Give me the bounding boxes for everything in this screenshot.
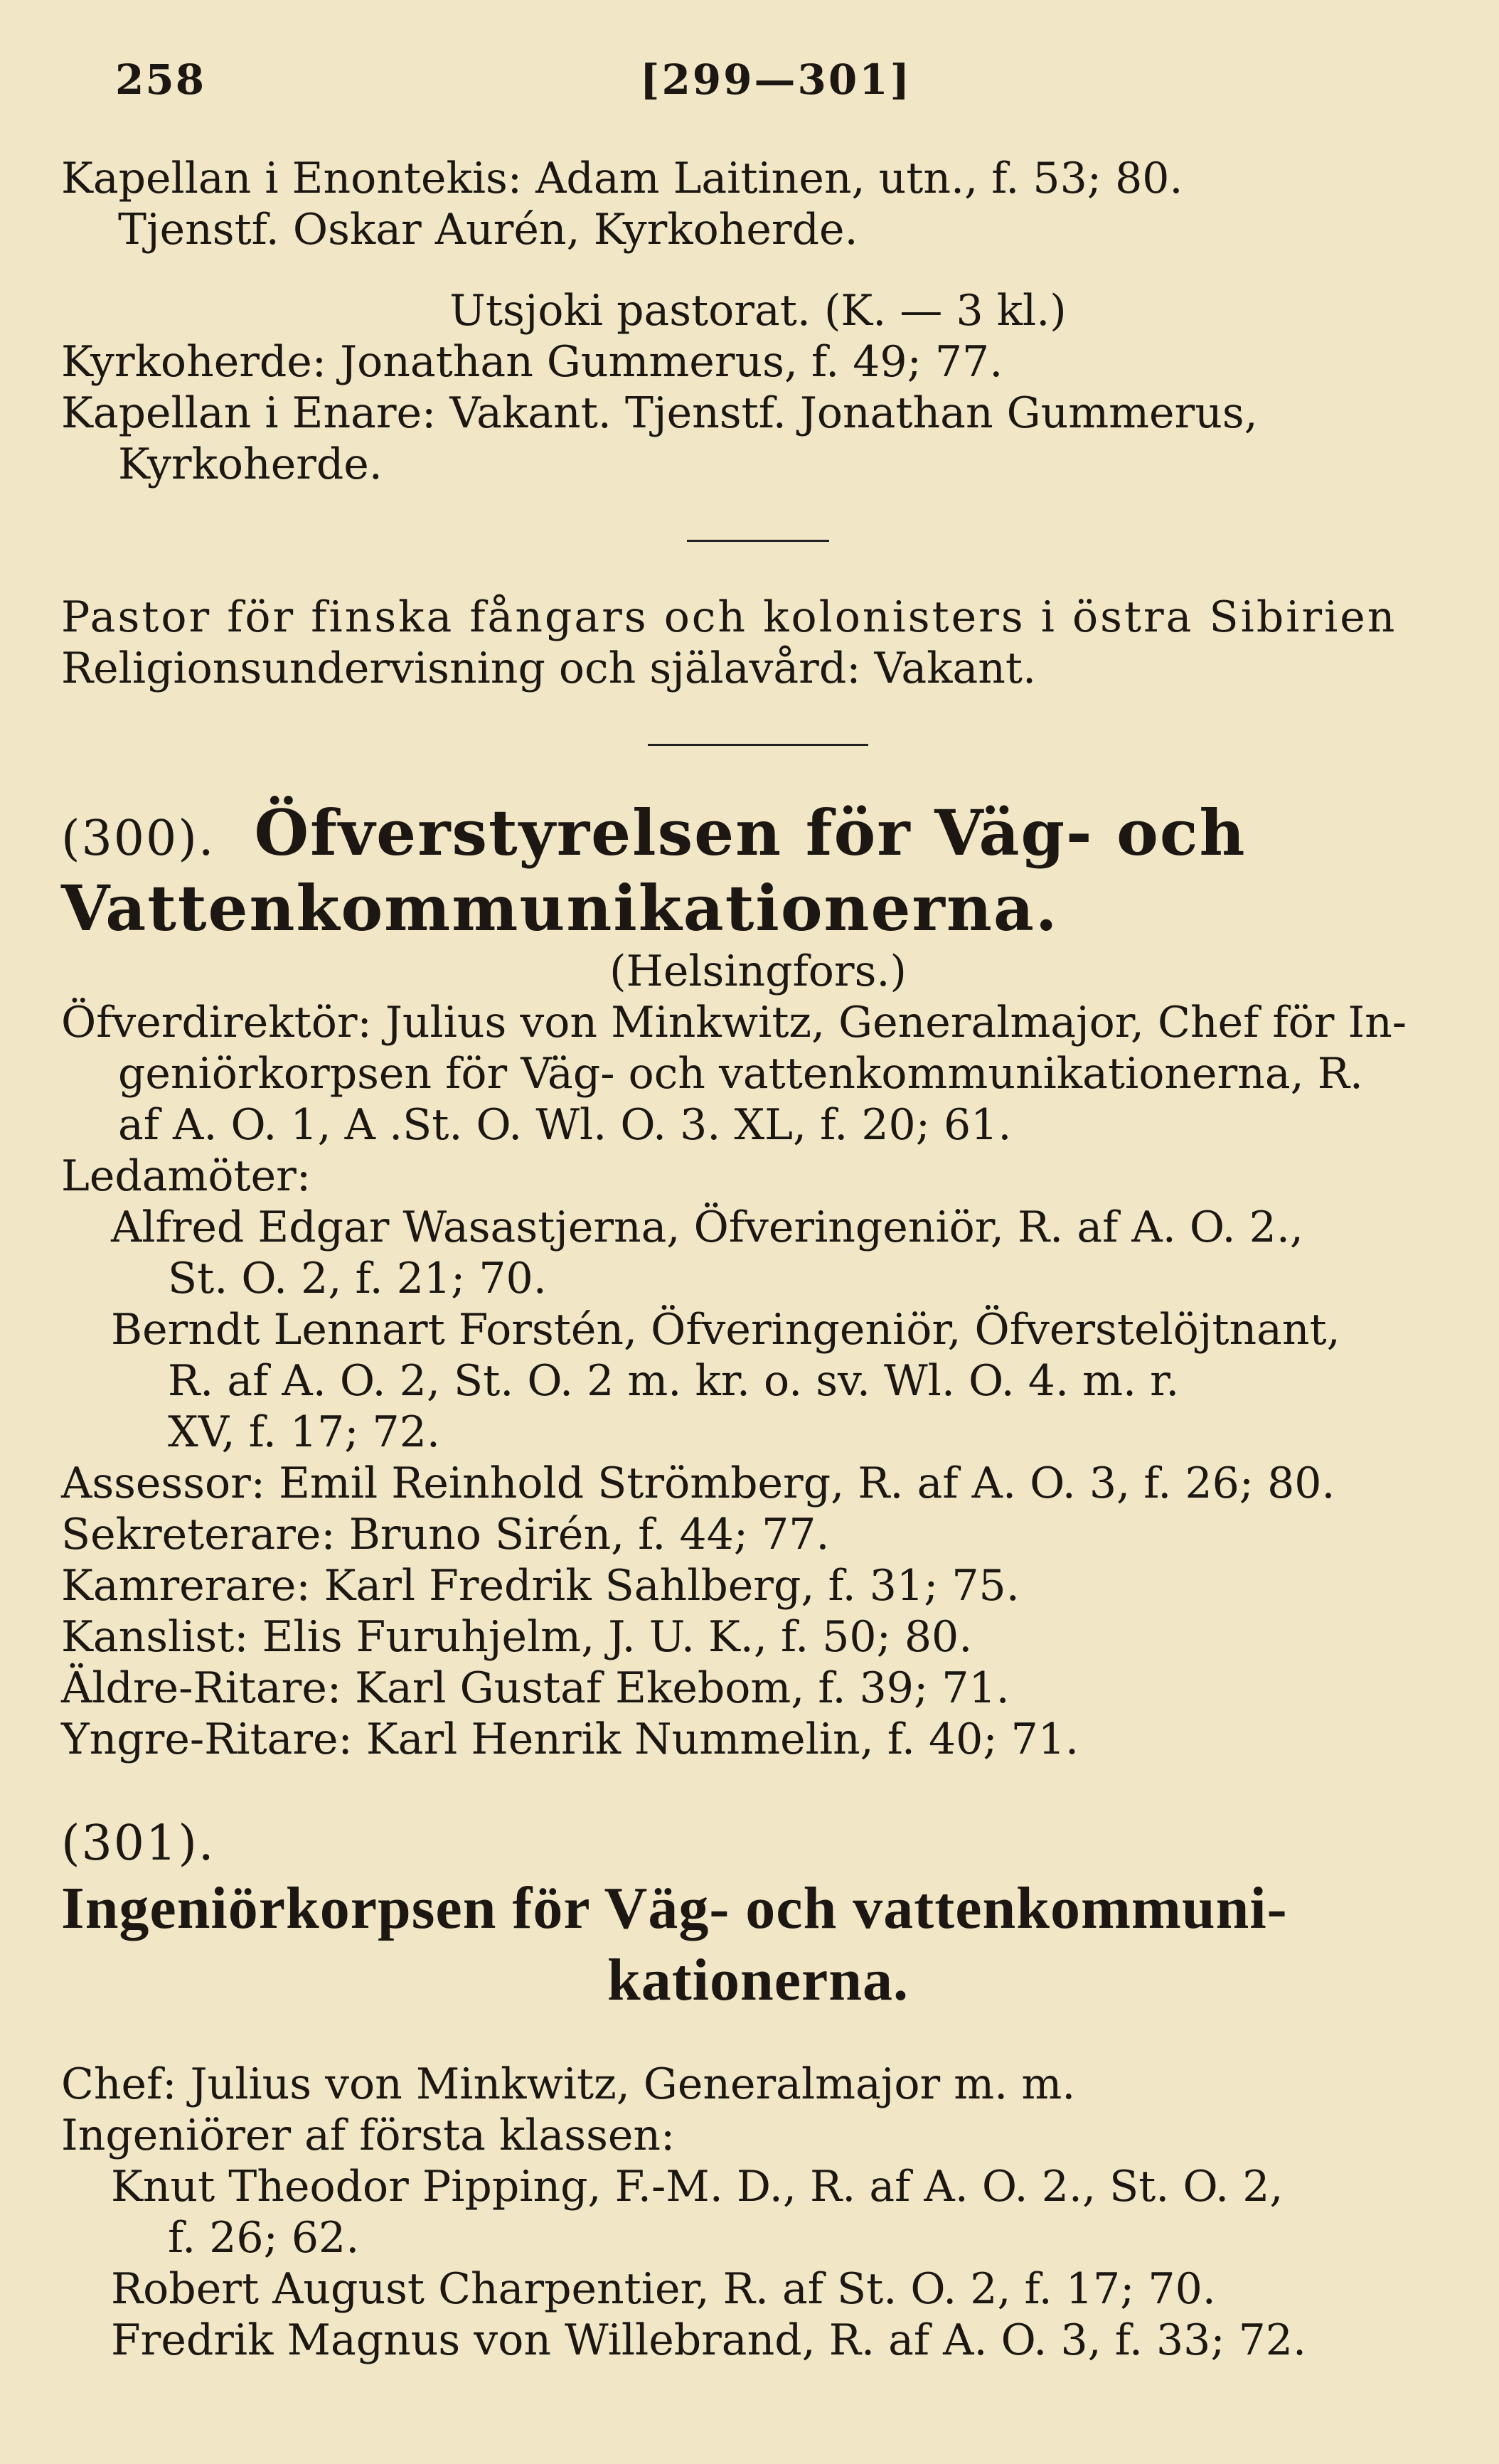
section-range: [299—301] bbox=[640, 55, 912, 104]
text-line: Berndt Lennart Forstén, Öfveringeniör, Öfverstelöjtnant, bbox=[111, 1305, 1340, 1355]
text-line: Robert August Charpentier, R. af St. O. 2, f. 17; 70. bbox=[111, 2264, 1216, 2315]
page-body bbox=[61, 153, 1455, 2366]
section-301-heading bbox=[61, 1815, 1455, 1944]
text-line: Chef: Julius von Minkwitz, Generalmajor m. m. bbox=[61, 2059, 1076, 2110]
text-line: Sekreterare: Bruno Sirén, f. 44; 77. bbox=[61, 1510, 830, 1560]
section-number: (301). bbox=[61, 1815, 215, 1872]
text-line: Kanslist: Elis Furuhjelm, J. U. K., f. 50; 80. bbox=[61, 1612, 973, 1663]
text-line: Kyrkoherde. bbox=[118, 439, 383, 489]
text-line: Kapellan i Enare: Vakant. Tjenstf. Jonathan Gummerus, bbox=[61, 388, 1258, 438]
page-number: 258 bbox=[115, 55, 206, 104]
text-line: Assessor: Emil Reinhold Strömberg, R. af A. O. 3, f. 26; 80. bbox=[61, 1458, 1335, 1509]
text-line: Kapellan i Enontekis: Adam Laitinen, utn., f. 53; 80. bbox=[61, 154, 1183, 203]
text-line: Alfred Edgar Wasastjerna, Öfveringeniör, R. af A. O. 2., bbox=[111, 1202, 1303, 1253]
text-line: XV, f. 17; 72. bbox=[168, 1407, 440, 1458]
text-line: Kamrerare: Karl Fredrik Sahlberg, f. 31; 75. bbox=[61, 1561, 1020, 1611]
text-line: Yngre-Ritare: Karl Henrik Nummelin, f. 40; 71. bbox=[61, 1714, 1079, 1765]
text-line: Religionsundervisning och själavård: Vakant. bbox=[61, 644, 1037, 693]
text-line: f. 26; 62. bbox=[168, 2213, 360, 2263]
text-line: Pastor för finska fångars och kolonisters i östra Sibirien bbox=[61, 592, 1397, 642]
section-300-heading bbox=[61, 796, 1455, 871]
section-title: Ingeniörkorpsen för Väg- och vattenkommuni- bbox=[61, 1874, 1288, 1941]
text-line: geniörkorpsen för Väg- och vattenkommunikationerna, R. bbox=[118, 1049, 1363, 1099]
section-title-cont: Vattenkommunikationerna. bbox=[61, 870, 1059, 945]
text-line: Fredrik Magnus von Willebrand, R. af A. O. 3, f. 33; 72. bbox=[111, 2315, 1307, 2366]
text-line: R. af A. O. 2, St. O. 2 m. kr. o. sv. Wl. O. 4. m. r. bbox=[168, 1356, 1180, 1407]
text-line: Kyrkoherde: Jonathan Gummerus, f. 49; 77. bbox=[61, 337, 1003, 387]
text-line: Knut Theodor Pipping, F.-M. D., R. af A. O. 2., St. O. 2, bbox=[111, 2162, 1284, 2212]
divider bbox=[687, 540, 829, 542]
text-line: Ingeniörer af första klassen: bbox=[61, 2111, 676, 2161]
utsjoki-heading: Utsjoki pastorat. (K. — 3 kl.) bbox=[449, 286, 1067, 336]
divider bbox=[648, 744, 868, 746]
text-line: St. O. 2, f. 21; 70. bbox=[168, 1254, 547, 1304]
section-title: Öfverstyrelsen för Väg- och bbox=[254, 796, 1247, 870]
text-line: af A. O. 1, A .St. O. Wl. O. 3. XL, f. 20; 61. bbox=[118, 1100, 1012, 1151]
text-line: Äldre-Ritare: Karl Gustaf Ekebom, f. 39; 71. bbox=[61, 1663, 1010, 1714]
section-place: (Helsingfors.) bbox=[609, 946, 907, 997]
text-line: Tjenstf. Oskar Aurén, Kyrkoherde. bbox=[118, 205, 858, 255]
text-line: Ledamöter: bbox=[61, 1151, 311, 1202]
text-line: Öfverdirektör: Julius von Minkwitz, Generalmajor, Chef för In- bbox=[61, 998, 1407, 1048]
section-title-cont: kationerna. bbox=[607, 1946, 909, 2013]
section-number: (300). bbox=[61, 811, 215, 867]
